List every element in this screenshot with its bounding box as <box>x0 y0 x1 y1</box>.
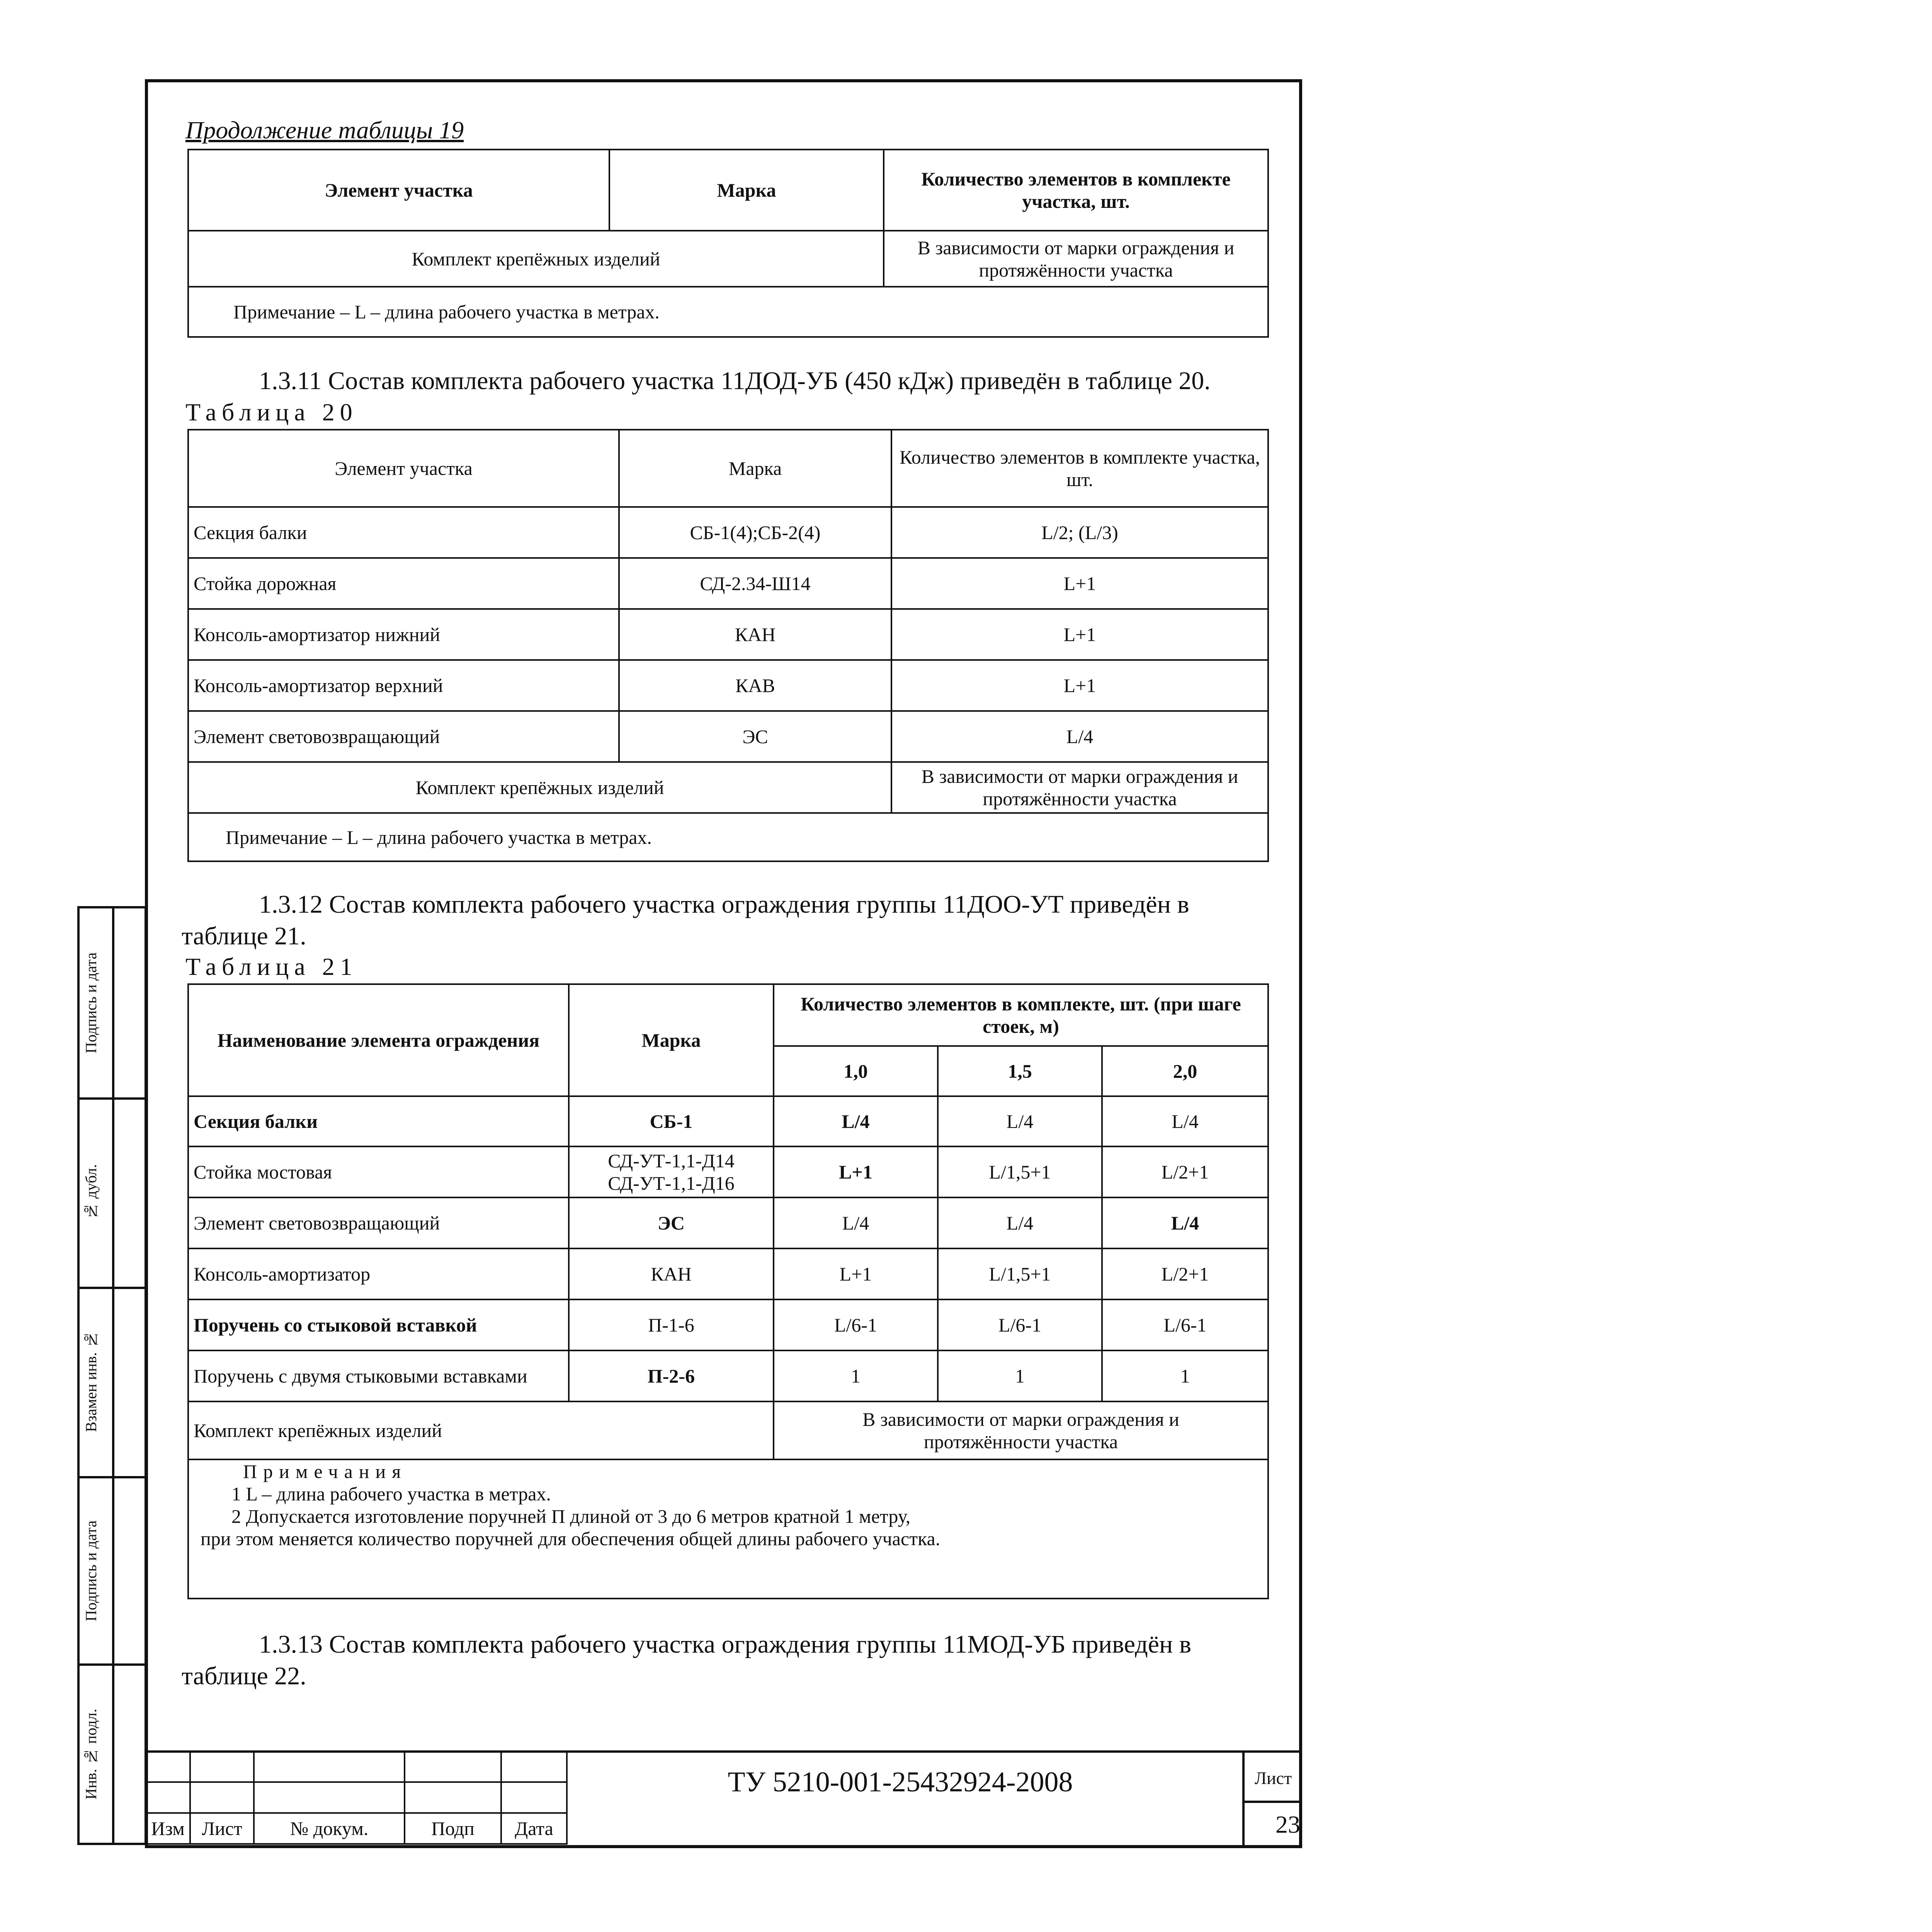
table-cell: L/6-1 <box>1102 1299 1268 1350</box>
table-cell: КАН <box>619 609 891 660</box>
title-col-label: Дата <box>501 1813 567 1844</box>
sheet-label: Лист <box>1254 1768 1292 1788</box>
title-col-label: № докум. <box>254 1813 405 1844</box>
table-header: Элемент участка <box>188 430 619 507</box>
table-cell: П-2-6 <box>569 1350 774 1401</box>
paragraph: 1.3.12 Состав комплекта рабочего участка ограждения группы 11ДОО-УТ приведён в таблице 21. <box>182 890 1189 950</box>
table-cell: СД-2.34-Ш14 <box>619 558 891 609</box>
table-header: 1,5 <box>938 1046 1102 1096</box>
table-cell: L/4 <box>938 1197 1102 1248</box>
table-cell: L/4 <box>1102 1096 1268 1146</box>
table-20 <box>187 429 1269 862</box>
table-cell: 1 <box>938 1350 1102 1401</box>
table-cell: L/6-1 <box>774 1299 938 1350</box>
table-cell: Поручень со стыковой вставкой <box>188 1299 569 1350</box>
table-header: Элемент участка <box>188 150 609 231</box>
table-note: Примечание – L – длина рабочего участка в метрах. <box>188 813 1268 861</box>
table-cell: L/6-1 <box>938 1299 1102 1350</box>
table-cell: ЭС <box>619 711 891 762</box>
table-cell: Секция балки <box>188 1096 569 1146</box>
table-cell: СД-УТ-1,1-Д14 СД-УТ-1,1-Д16 <box>569 1146 774 1197</box>
table-cell: Секция балки <box>188 507 619 558</box>
table-cell: L+1 <box>774 1248 938 1299</box>
table-cell: L/1,5+1 <box>938 1146 1102 1197</box>
stamp-divider <box>77 1287 147 1289</box>
note-2a: 2 Допускается изготовление поручней П длиной от 3 до 6 метров кратной 1 метру, <box>231 1505 911 1527</box>
table-cell: Консоль-амортизатор верхний <box>188 660 619 711</box>
table-cell: В зависимости от марки ограждения и протяжённости участка <box>774 1401 1268 1459</box>
table-cell: L+1 <box>891 609 1268 660</box>
table-cell: В зависимости от марки ограждения и протяжённости участка <box>891 762 1268 813</box>
table-cell: L/2; (L/3) <box>891 507 1268 558</box>
sheet-number: 23 <box>1276 1811 1300 1838</box>
table-cell: Стойка мостовая <box>188 1146 569 1197</box>
title-block-grid <box>145 1750 568 1845</box>
stamp-divider <box>77 1663 147 1666</box>
stamp-divider <box>77 1476 147 1478</box>
table-header: Количество элементов в комплекте участка, шт. <box>884 150 1268 231</box>
table-header: 2,0 <box>1102 1046 1268 1096</box>
table-cell: L/4 <box>891 711 1268 762</box>
table-cell: L/4 <box>938 1096 1102 1146</box>
table-cell: L/1,5+1 <box>938 1248 1102 1299</box>
sheet-box-divider <box>1242 1801 1302 1803</box>
table-cell: СБ-1(4);СБ-2(4) <box>619 507 891 558</box>
table-label: Таблица 20 <box>185 398 358 426</box>
table-header: 1,0 <box>774 1046 938 1096</box>
table-cell: L/2+1 <box>1102 1248 1268 1299</box>
table-cell: L/4 <box>774 1096 938 1146</box>
table-label: Таблица 21 <box>185 953 358 980</box>
table-cell: Консоль-амортизатор <box>188 1248 569 1299</box>
table-cell: КАН <box>569 1248 774 1299</box>
table-cell: 1 <box>1102 1350 1268 1401</box>
table-cell: Комплект крепёжных изделий <box>188 231 884 287</box>
table-cell: L+1 <box>891 660 1268 711</box>
table-cell: L/4 <box>774 1197 938 1248</box>
table-header: Марка <box>619 430 891 507</box>
table-cell: Комплект крепёжных изделий <box>188 762 891 813</box>
continuation-caption: Продолжение таблицы 19 <box>185 116 464 144</box>
notes-title: Примечания <box>243 1461 407 1482</box>
paragraph: 1.3.13 Состав комплекта рабочего участка ограждения группы 11МОД-УБ приведён в таблице 22. <box>182 1630 1191 1690</box>
table-cell: Стойка дорожная <box>188 558 619 609</box>
table-cell: L+1 <box>891 558 1268 609</box>
table-notes <box>188 1459 1268 1599</box>
title-col-label: Лист <box>190 1813 254 1844</box>
table-note: Примечание – L – длина рабочего участка в метрах. <box>188 287 1268 337</box>
note-1: 1 L – длина рабочего участка в метрах. <box>231 1483 551 1505</box>
stamp-label: Инв. № подл. <box>82 1709 100 1800</box>
table-header: Количество элементов в комплекте участка, шт. <box>891 430 1268 507</box>
table-cell: L+1 <box>774 1146 938 1197</box>
table-cell: КАВ <box>619 660 891 711</box>
table-21 <box>187 983 1269 1599</box>
table-cell: Элемент световозвращающий <box>188 711 619 762</box>
table-cell: П-1-6 <box>569 1299 774 1350</box>
note-2b: при этом меняется количество поручней для обеспечения общей длины рабочего участка. <box>201 1528 940 1549</box>
stamp-label: Взамен инв. № <box>82 1331 100 1432</box>
table-cell: 1 <box>774 1350 938 1401</box>
table-cell: Поручень с двумя стыковыми вставками <box>188 1350 569 1401</box>
table-cell: Элемент световозвращающий <box>188 1197 569 1248</box>
table-cell: L/2+1 <box>1102 1146 1268 1197</box>
stamp-label: Подпись и дата <box>82 1520 100 1621</box>
table-header: Наименование элемента ограждения <box>188 984 569 1096</box>
table-header: Марка <box>609 150 884 231</box>
table-cell: L/4 <box>1102 1197 1268 1248</box>
table-19 <box>187 149 1269 338</box>
table-header: Количество элементов в комплекте, шт. (при шаге стоек, м) <box>774 984 1268 1046</box>
table-cell: Комплект крепёжных изделий <box>188 1401 774 1459</box>
table-cell: СБ-1 <box>569 1096 774 1146</box>
table-header: Марка <box>569 984 774 1096</box>
stamp-divider <box>77 1097 147 1100</box>
title-col-label: Изм <box>146 1813 190 1844</box>
doc-code: ТУ 5210-001-25432924-2008 <box>728 1766 1073 1798</box>
table-cell: В зависимости от марки ограждения и протяжённости участка <box>884 231 1268 287</box>
table-cell: ЭС <box>569 1197 774 1248</box>
stamp-label: № дубл. <box>82 1164 100 1220</box>
title-col-label: Подп <box>405 1813 501 1844</box>
stamp-label: Подпись и дата <box>82 952 100 1053</box>
paragraph: 1.3.11 Состав комплекта рабочего участка 11ДОД-УБ (450 кДж) приведён в таблице 20. <box>259 367 1211 395</box>
table-cell: Консоль-амортизатор нижний <box>188 609 619 660</box>
